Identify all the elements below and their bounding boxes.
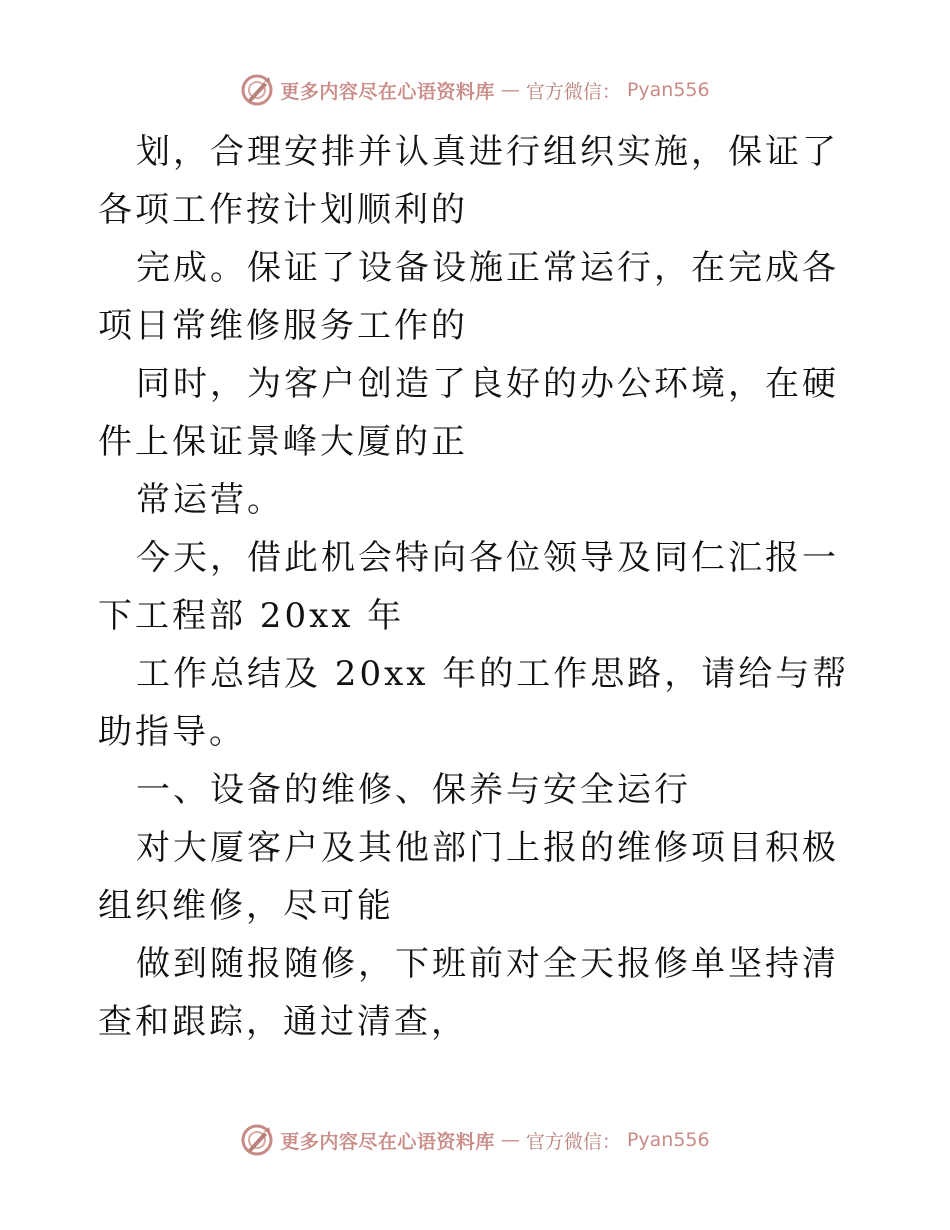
quill-logo-icon — [240, 73, 274, 107]
header-watermark — [0, 70, 950, 110]
paragraph: 同时，为客户创造了良好的办公环境，在硬件上保证景峰大厦的正 — [98, 364, 839, 462]
paragraph: 工作总结及 20xx 年的工作思路，请给与帮助指导。 — [98, 654, 850, 752]
watermark-site-text: 更多内容尽在心语资料库 — [280, 1130, 495, 1153]
paragraph: 对大厦客户及其他部门上报的维修项目积极组织维修，尽可能 — [98, 828, 839, 926]
paragraph: 做到随报随修，下班前对全天报修单坚持清查和跟踪，通过清查， — [98, 944, 839, 1042]
watermark-wechat-id: Pyan556 — [626, 79, 710, 101]
quill-logo-icon — [240, 1123, 274, 1157]
paragraph: 常运营。 — [136, 480, 284, 520]
paragraph: 今天，借此机会特向各位领导及同仁汇报一下工程部 20xx 年 — [98, 538, 839, 636]
watermark-wechat-label: 官方微信： — [525, 80, 621, 103]
paragraph: 划，合理安排并认真进行组织实施，保证了各项工作按计划顺利的 — [98, 132, 839, 230]
watermark-site-text: 更多内容尽在心语资料库 — [280, 80, 495, 103]
paragraph: 完成。保证了设备设施正常运行，在完成各项日常维修服务工作的 — [98, 248, 839, 346]
watermark-wechat-id: Pyan556 — [626, 1129, 710, 1151]
watermark-wechat-label: 官方微信： — [525, 1130, 621, 1153]
watermark-separator: — — [500, 1129, 520, 1151]
section-heading: 一、设备的维修、保养与安全运行 — [136, 770, 691, 810]
footer-watermark — [0, 1120, 950, 1160]
watermark-separator: — — [500, 79, 520, 101]
document-body — [98, 123, 858, 1051]
